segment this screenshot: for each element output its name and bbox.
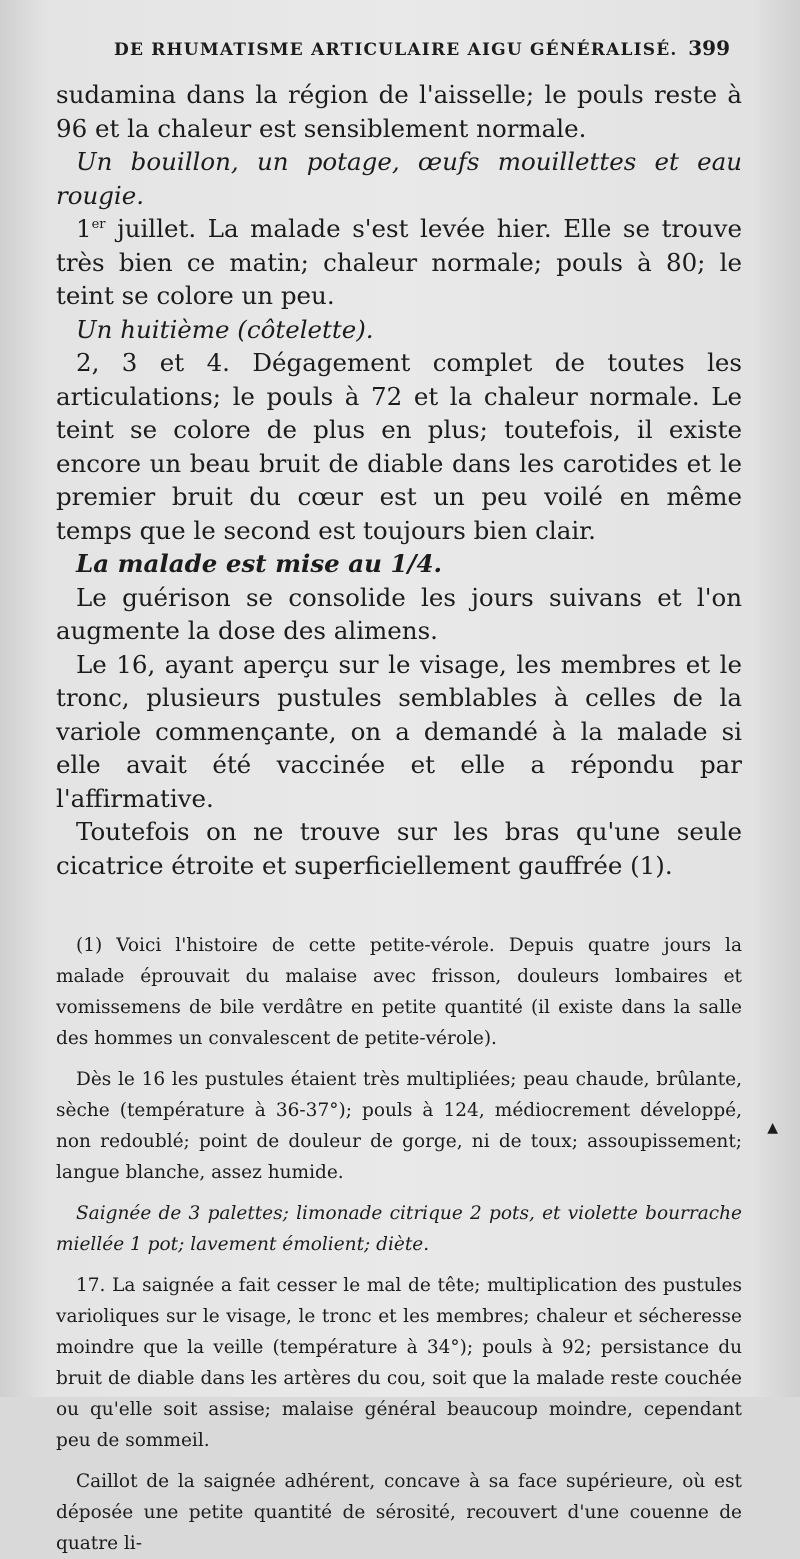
paragraph-text: juillet. La malade s'est levée hier. Elle se trouve très bien ce matin; chaleur normale; pouls à 80; le teint se colore un peu.	[56, 214, 742, 310]
footnote: Caillot de la saignée adhérent, concave à sa face supérieure, où est déposée une petite quantité de sérosité, recouvert d'une couenne de quatre li-	[56, 1471, 742, 1554]
footnote: Dès le 16 les pustules étaient très multipliées; peau chaude, brûlante, sèche (température à 36-37°); pouls à 124, médiocrement développé, non redoublé; point de douleur de gorge, ni de toux; assoupissement; langue blanche, assez humide.	[56, 1069, 742, 1183]
diet-text: côtelette	[246, 314, 357, 344]
footnotes	[56, 930, 742, 1559]
footnote: 17. La saignée a fait cesser le mal de tête; multiplication des pustules varioliques sur le visage, le tronc et les membres; chaleur et sécheresse moindre que la veille (température à 34°); pouls à 92; persistance du bruit de diable dans les artères du cou, soit que la malade reste couchée ou qu'elle soit assise; malaise général beaucoup moindre, cependant peu de sommeil.	[56, 1275, 742, 1451]
diet-note: La malade est mise au 1/4.	[76, 549, 443, 578]
footnote-prescription: Saignée de 3 palettes; limonade citrique 2 pots, et violette bourrache miellée 1 pot; lavement émolient; diète.	[56, 1203, 742, 1255]
paragraph: Toutefois on ne trouve sur les bras qu'une seule cicatrice étroite et superficiellement gauffrée (1).	[56, 817, 742, 880]
paragraph: Le 16, ayant aperçu sur le visage, les membres et le tronc, plusieurs pustules semblables à celles de la variole commençante, on a demandé à la malade si elle avait été vaccinée et elle a répondu par l'affirmative.	[56, 649, 742, 813]
main-text	[56, 78, 742, 882]
running-head	[114, 36, 730, 60]
paragraph: 2, 3 et 4. Dégagement complet de toutes les articulations; le pouls à 72 et la chaleur normale. Le teint se colore de plus en plus; toutefois, il existe encore un beau bruit de diable dans les carotides et le premier bruit du cœur est un peu voilé en même temps que le second est toujours bien clair.	[56, 348, 742, 545]
diet-text: ).	[356, 314, 374, 344]
diet-text: Un huitième (	[76, 314, 247, 344]
paragraph	[56, 212, 742, 313]
margin-marker-icon: ▲	[767, 1120, 778, 1136]
paragraph: sudamina dans la région de l'aisselle; le pouls reste à 96 et la chaleur est sensiblement normale.	[56, 80, 742, 143]
page-number: 399	[688, 36, 730, 60]
diet-note: Un bouillon, un potage, œufs mouillettes et eau rougie.	[56, 147, 742, 210]
day-number: 1	[76, 214, 92, 243]
footnote: (1) Voici l'histoire de cette petite-vérole. Depuis quatre jours la malade éprouvait du malaise avec frisson, douleurs lombaires et vomissemens de bile verdâtre en petite quantité (il existe dans la salle des hommes un convalescent de petite-vérole).	[56, 935, 742, 1049]
diet-note	[56, 313, 742, 347]
running-title: DE RHUMATISME ARTICULAIRE AIGU GÉNÉRALISÉ.	[114, 40, 678, 60]
paragraph: Le guérison se consolide les jours suivans et l'on augmente la dose des alimens.	[56, 582, 742, 645]
ordinal-suffix: er	[91, 216, 106, 232]
